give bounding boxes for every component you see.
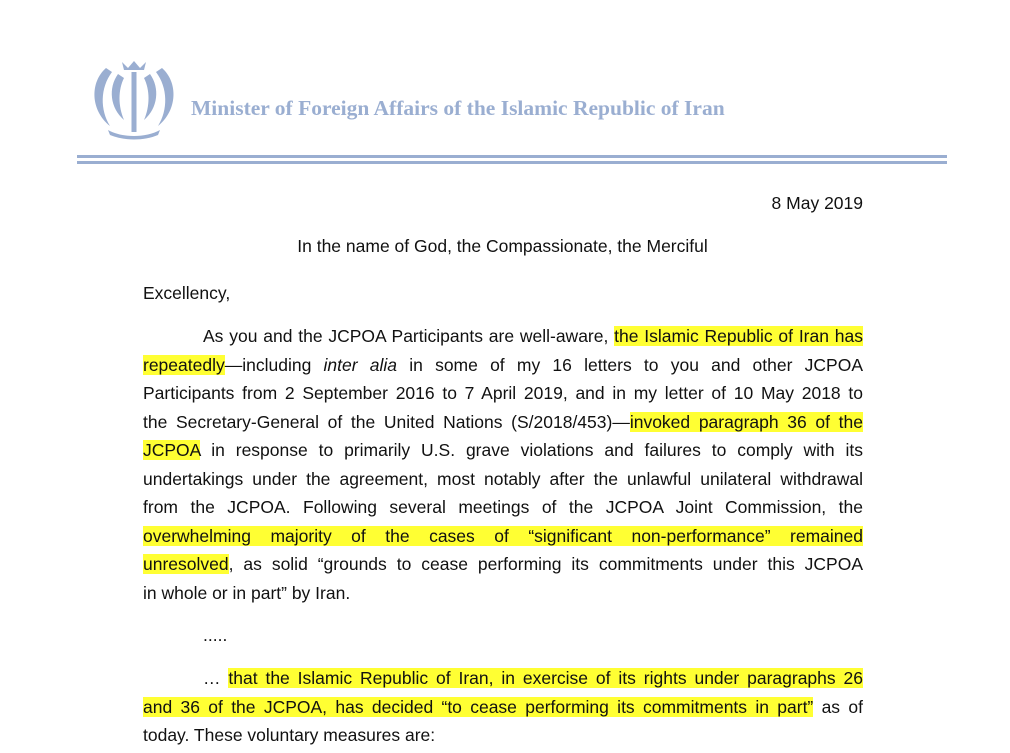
letterhead <box>88 58 948 148</box>
paragraph-line: today. These voluntary measures are: <box>143 725 436 745</box>
paragraph-1 <box>143 322 863 607</box>
paragraph-line: … that the Islamic Republic of Iran, in exercise of its rights under paragraphs 26 <box>203 668 863 688</box>
salutation: Excellency, <box>143 283 231 303</box>
highlight: and 36 of the JCPOA, has decided “to cease performing its commitments in part” <box>143 696 814 717</box>
paragraph-line: Participants from 2 September 2016 to 7 April 2019, and in my letter of 10 May 2018 to <box>143 383 863 403</box>
paragraph-line <box>143 522 863 551</box>
paragraph-line: As you and the JCPOA Participants are well-aware, the Islamic Republic of Iran has <box>203 326 863 346</box>
highlight: unresolved <box>143 554 229 574</box>
iran-emblem-icon <box>88 58 180 140</box>
paragraph-line: and 36 of the JCPOA, has decided “to cease performing its commitments in part” as of <box>143 696 863 717</box>
paragraph-line: JCPOA in response to primarily U.S. grave violations and failures to comply with its <box>143 440 863 460</box>
paragraph-line: undertakings under the agreement, most notably after the unlawful unilateral withdrawal <box>143 468 863 489</box>
letterhead-divider-bottom <box>77 161 947 164</box>
paragraph-2 <box>143 664 863 750</box>
paragraph-line: from the JCPOA. Following several meetings of the JCPOA Joint Commission, the <box>143 497 863 517</box>
paragraph-line: the Secretary-General of the United Nations (S/2018/453)—invoked paragraph 36 of the <box>143 411 863 432</box>
highlight: overwhelming majority of the cases of “significant non-performance” remained <box>143 525 863 546</box>
highlight: JCPOA <box>143 440 201 460</box>
letter-date: 8 May 2019 <box>771 193 863 213</box>
omission-marker: ..... <box>203 625 228 645</box>
highlight: invoked paragraph 36 of the <box>629 411 863 432</box>
letterhead-title: Minister of Foreign Affairs of the Islamic Republic of Iran <box>191 96 725 120</box>
highlight: the Islamic Republic of Iran has <box>614 326 863 346</box>
paragraph-line: repeatedly—including inter alia in some of my 16 letters to you and other JCPOA <box>143 354 863 375</box>
invocation: In the name of God, the Compassionate, the Merciful <box>297 236 708 256</box>
paragraph-line: unresolved, as solid “grounds to cease performing its commitments under this JCPOA <box>143 554 863 574</box>
highlight: that the Islamic Republic of Iran, in exercise of its rights under paragraphs 26 <box>228 668 863 688</box>
paragraph-line: in whole or in part” by Iran. <box>143 582 351 603</box>
highlight: repeatedly <box>143 354 225 375</box>
letterhead-divider-top <box>77 155 947 158</box>
